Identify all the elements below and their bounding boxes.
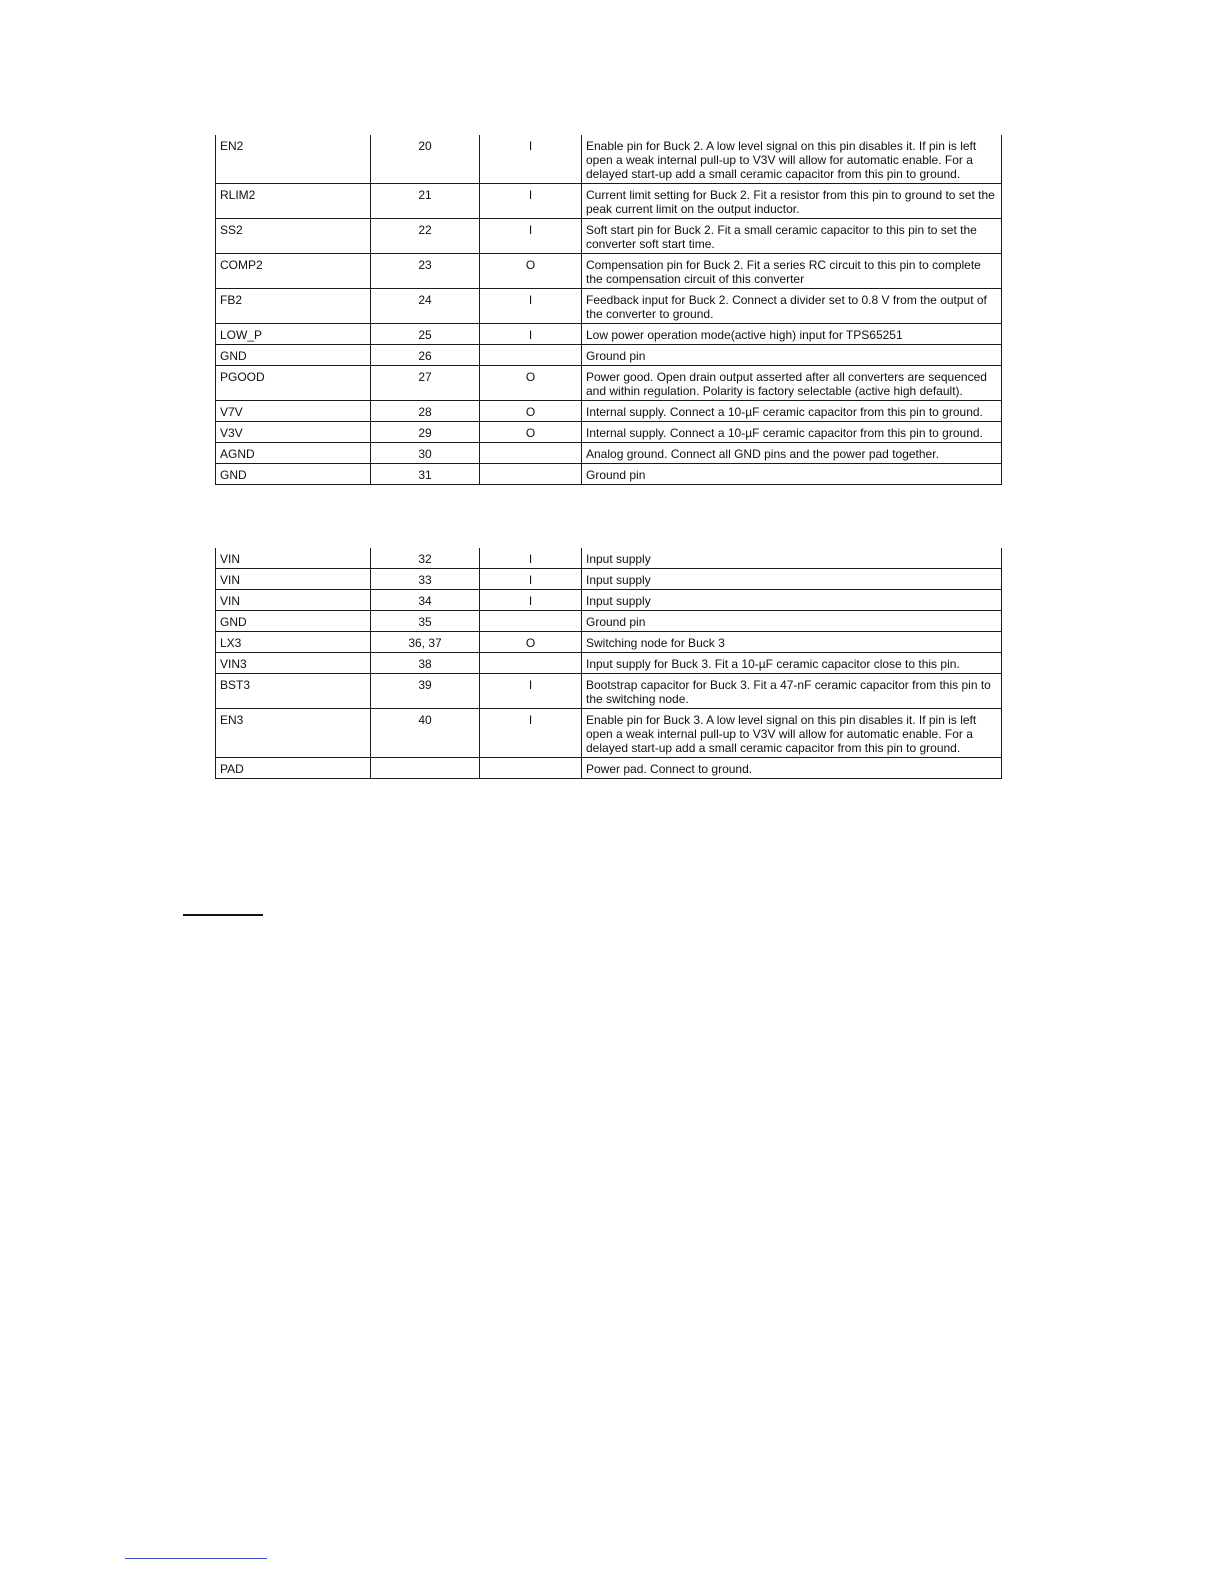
pin-name-cell: AGND: [216, 443, 371, 464]
pin-description-cell: Ground pin: [582, 464, 1002, 485]
pin-description-cell: Analog ground. Connect all GND pins and the power pad together.: [582, 443, 1002, 464]
pin-name-cell: EN3: [216, 709, 371, 758]
table-row: [216, 422, 1002, 443]
pin-description-cell: Ground pin: [582, 611, 1002, 632]
pin-number-cell: 23: [371, 254, 480, 289]
pin-number-cell: 27: [371, 366, 480, 401]
pin-name-cell: V3V: [216, 422, 371, 443]
table-row: [216, 464, 1002, 485]
table-row: [216, 611, 1002, 632]
pin-io-cell: O: [480, 366, 582, 401]
pin-io-cell: I: [480, 709, 582, 758]
table-row: [216, 345, 1002, 366]
pin-table-body: [216, 135, 1002, 485]
pin-name-cell: RLIM2: [216, 184, 371, 219]
pin-number-cell: 39: [371, 674, 480, 709]
pin-number-cell: 40: [371, 709, 480, 758]
pin-number-cell: 26: [371, 345, 480, 366]
link-underline: [125, 1558, 267, 1559]
pin-number-cell: 36, 37: [371, 632, 480, 653]
pin-name-cell: COMP2: [216, 254, 371, 289]
pin-number-cell: 22: [371, 219, 480, 254]
pin-number-cell: 28: [371, 401, 480, 422]
table-row: [216, 324, 1002, 345]
pin-name-cell: VIN: [216, 548, 371, 569]
table-row: [216, 674, 1002, 709]
pin-description-cell: Low power operation mode(active high) input for TPS65251: [582, 324, 1002, 345]
pin-io-cell: [480, 464, 582, 485]
pin-description-cell: Feedback input for Buck 2. Connect a divider set to 0.8 V from the output of the converter to ground.: [582, 289, 1002, 324]
pin-name-cell: VIN: [216, 590, 371, 611]
pin-description-cell: Power good. Open drain output asserted after all converters are sequenced and within regulation. Polarity is factory selectable (active high default).: [582, 366, 1002, 401]
pin-description-cell: Bootstrap capacitor for Buck 3. Fit a 47-nF ceramic capacitor from this pin to the switching node.: [582, 674, 1002, 709]
pin-io-cell: I: [480, 548, 582, 569]
table-row: [216, 590, 1002, 611]
pin-name-cell: FB2: [216, 289, 371, 324]
table-row: [216, 219, 1002, 254]
pin-description-cell: Compensation pin for Buck 2. Fit a series RC circuit to this pin to complete the compensation circuit of this converter: [582, 254, 1002, 289]
pin-number-cell: 32: [371, 548, 480, 569]
pin-number-cell: 33: [371, 569, 480, 590]
pin-io-cell: I: [480, 324, 582, 345]
pin-io-cell: I: [480, 674, 582, 709]
pin-description-cell: Internal supply. Connect a 10-µF ceramic capacitor from this pin to ground.: [582, 422, 1002, 443]
table-row: [216, 653, 1002, 674]
pin-description-cell: Power pad. Connect to ground.: [582, 758, 1002, 779]
pin-io-cell: [480, 758, 582, 779]
pin-name-cell: GND: [216, 464, 371, 485]
pin-number-cell: 29: [371, 422, 480, 443]
pin-description-cell: Input supply: [582, 548, 1002, 569]
table-row: [216, 184, 1002, 219]
pin-table-part-1: [215, 135, 1002, 485]
pin-name-cell: PAD: [216, 758, 371, 779]
pin-description-cell: Current limit setting for Buck 2. Fit a resistor from this pin to ground to set the peak current limit on the output inductor.: [582, 184, 1002, 219]
table-row: [216, 254, 1002, 289]
pin-table-body: [216, 548, 1002, 779]
pin-name-cell: LX3: [216, 632, 371, 653]
footnote-separator: [183, 914, 263, 916]
pin-io-cell: I: [480, 219, 582, 254]
pin-name-cell: GND: [216, 345, 371, 366]
pin-name-cell: VIN: [216, 569, 371, 590]
pin-io-cell: I: [480, 569, 582, 590]
pin-name-cell: VIN3: [216, 653, 371, 674]
pin-io-cell: O: [480, 422, 582, 443]
table-row: [216, 366, 1002, 401]
table-row: [216, 569, 1002, 590]
pin-number-cell: 20: [371, 135, 480, 184]
pin-io-cell: O: [480, 632, 582, 653]
pin-name-cell: EN2: [216, 135, 371, 184]
pin-io-cell: [480, 345, 582, 366]
pin-description-cell: Switching node for Buck 3: [582, 632, 1002, 653]
pin-io-cell: [480, 653, 582, 674]
pin-description-cell: Input supply: [582, 569, 1002, 590]
table-row: [216, 632, 1002, 653]
table-row: [216, 709, 1002, 758]
pin-number-cell: 25: [371, 324, 480, 345]
pin-name-cell: BST3: [216, 674, 371, 709]
pin-description-cell: Enable pin for Buck 3. A low level signal on this pin disables it. If pin is left open a weak internal pull-up to V3V will allow for automatic enable. For a delayed start-up add a small ceramic capacitor from this pin to ground.: [582, 709, 1002, 758]
table-row: [216, 548, 1002, 569]
pin-name-cell: LOW_P: [216, 324, 371, 345]
pin-description-cell: Input supply: [582, 590, 1002, 611]
pin-number-cell: 30: [371, 443, 480, 464]
pin-name-cell: SS2: [216, 219, 371, 254]
table-row: [216, 401, 1002, 422]
table-row: [216, 135, 1002, 184]
table-row: [216, 758, 1002, 779]
pin-description-cell: Internal supply. Connect a 10-µF ceramic capacitor from this pin to ground.: [582, 401, 1002, 422]
pin-name-cell: GND: [216, 611, 371, 632]
pin-number-cell: 31: [371, 464, 480, 485]
table-row: [216, 289, 1002, 324]
pin-number-cell: 38: [371, 653, 480, 674]
pin-table-part-2: [215, 548, 1002, 779]
pin-io-cell: O: [480, 401, 582, 422]
pin-io-cell: I: [480, 135, 582, 184]
pin-io-cell: I: [480, 184, 582, 219]
pin-description-cell: Enable pin for Buck 2. A low level signal on this pin disables it. If pin is left open a weak internal pull-up to V3V will allow for automatic enable. For a delayed start-up add a small ceramic capacitor from this pin to ground.: [582, 135, 1002, 184]
pin-number-cell: 35: [371, 611, 480, 632]
pin-io-cell: O: [480, 254, 582, 289]
pin-io-cell: I: [480, 590, 582, 611]
pin-number-cell: 34: [371, 590, 480, 611]
table-row: [216, 443, 1002, 464]
pin-number-cell: 24: [371, 289, 480, 324]
pin-description-cell: Ground pin: [582, 345, 1002, 366]
pin-description-cell: Input supply for Buck 3. Fit a 10-µF ceramic capacitor close to this pin.: [582, 653, 1002, 674]
pin-io-cell: [480, 611, 582, 632]
pin-number-cell: 21: [371, 184, 480, 219]
pin-name-cell: V7V: [216, 401, 371, 422]
pin-io-cell: [480, 443, 582, 464]
pin-description-cell: Soft start pin for Buck 2. Fit a small ceramic capacitor to this pin to set the converter soft start time.: [582, 219, 1002, 254]
pin-number-cell: [371, 758, 480, 779]
pin-io-cell: I: [480, 289, 582, 324]
pin-name-cell: PGOOD: [216, 366, 371, 401]
